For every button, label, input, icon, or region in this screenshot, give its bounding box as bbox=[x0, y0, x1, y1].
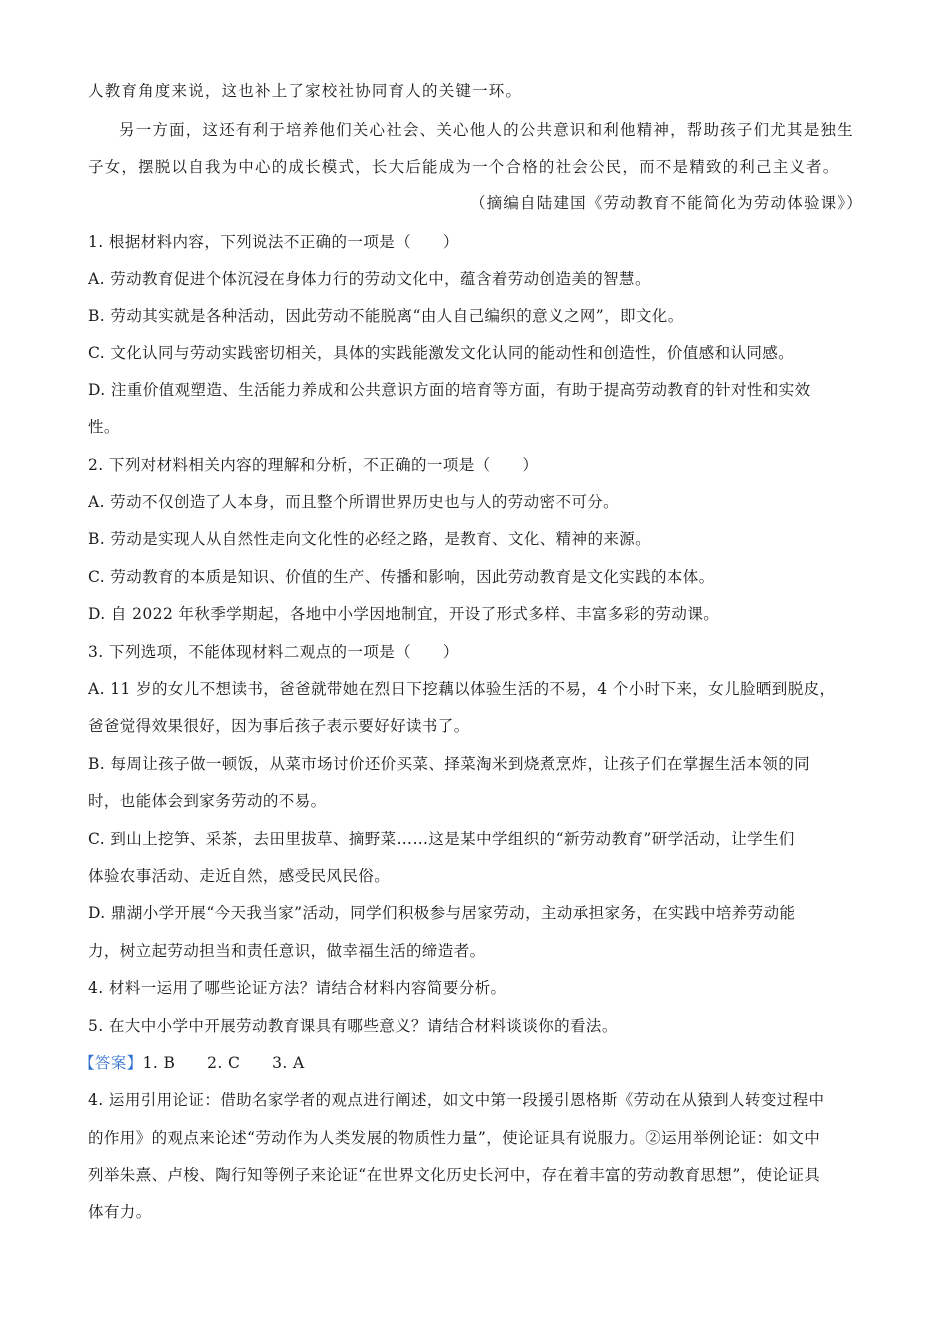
question-3-option-c-cont: 体验农事活动、走近自然，感受民风民俗。 bbox=[88, 867, 391, 885]
question-1-option-a: A. 劳动教育促进个体沉浸在身体力行的劳动文化中，蕴含着劳动创造美的智慧。 bbox=[88, 270, 651, 288]
question-2-stem: 2. 下列对材料相关内容的理解和分析，不正确的一项是（ ） bbox=[88, 456, 539, 474]
question-3-option-b-cont: 时，也能体会到家务劳动的不易。 bbox=[88, 792, 327, 810]
passage-source: （摘编自陆建国《劳动教育不能简化为劳动体验课》） bbox=[469, 194, 863, 212]
question-3-option-a-cont: 爸爸觉得效果很好，因为事后孩子表示要好好读书了。 bbox=[88, 717, 470, 735]
question-2-option-c: C. 劳动教育的本质是知识、价值的生产、传播和影响，因此劳动教育是文化实践的本体。 bbox=[88, 568, 715, 586]
answer-line bbox=[79, 1052, 854, 1074]
question-3-option-a: A. 11 岁的女儿不想读书，爸爸就带她在烈日下挖藕以体验生活的不易，4 个小时下来，女儿脸晒到脱皮， bbox=[88, 680, 836, 698]
question-2-option-b: B. 劳动是实现人从自然性走向文化性的必经之路，是教育、文化、精神的来源。 bbox=[88, 530, 652, 548]
answer-4-line: 4. 运用引用论证：借助名家学者的观点进行阐述，如文中第一段援引恩格斯《劳动在从猿到人转变过程中 bbox=[88, 1091, 825, 1109]
question-3-option-b: B. 每周让孩子做一顿饭，从菜市场讨价还价买菜、择菜淘米到烧煮烹炸，让孩子们在掌握生活本领的同 bbox=[88, 755, 811, 773]
question-3-stem: 3. 下列选项，不能体现材料二观点的一项是（ ） bbox=[88, 643, 459, 661]
passage-line: 人教育角度来说，这也补上了家校社协同育人的关键一环。 bbox=[88, 82, 523, 100]
question-1-stem: 1. 根据材料内容，下列说法不正确的一项是（ ） bbox=[88, 233, 459, 251]
answer-choices: 1. B 2. C 3. A bbox=[142, 1054, 305, 1072]
question-2-option-d: D. 自 2022 年秋季学期起，各地中小学因地制宜，开设了形式多样、丰富多彩的劳动课。 bbox=[88, 605, 720, 623]
question-3-option-c: C. 到山上挖笋、采茶，去田里拔草、摘野菜……这是某中学组织的“新劳动教育”研学活动，让学生们 bbox=[88, 830, 795, 848]
question-1-option-d: D. 注重价值观塑造、生活能力养成和公共意识方面的培育等方面，有助于提高劳动教育的针对性和实效 bbox=[88, 381, 811, 399]
question-3-option-d-cont: 力，树立起劳动担当和责任意识，做幸福生活的缔造者。 bbox=[88, 942, 486, 960]
answer-4-line: 的作用》的观点来论述“劳动作为人类发展的物质性力量”，使论证具有说服力。②运用举例论证：如文中 bbox=[88, 1129, 821, 1147]
passage-line: 另一方面，这还有利于培养他们关心社会、关心他人的公共意识和利他精神，帮助孩子们尤其是独生 bbox=[119, 121, 854, 139]
passage-line: 子女，摆脱以自我为中心的成长模式，长大后能成为一个合格的社会公民，而不是精致的利己主义者。 bbox=[88, 158, 840, 176]
question-2-option-a: A. 劳动不仅创造了人本身，而且整个所谓世界历史也与人的劳动密不可分。 bbox=[88, 493, 620, 511]
question-4-stem: 4. 材料一运用了哪些论证方法？请结合材料内容简要分析。 bbox=[88, 979, 507, 997]
question-3-option-d: D. 鼎湖小学开展“今天我当家”活动，同学们积极参与居家劳动，主动承担家务，在实践中培养劳动能 bbox=[88, 904, 796, 922]
question-5-stem: 5. 在大中小学中开展劳动教育课具有哪些意义？请结合材料谈谈你的看法。 bbox=[88, 1017, 618, 1035]
question-1-option-d-cont: 性。 bbox=[88, 418, 120, 436]
question-1-option-c: C. 文化认同与劳动实践密切相关，具体的实践能激发文化认同的能动性和创造性，价值感和认同感。 bbox=[88, 344, 795, 362]
question-1-option-b: B. 劳动其实就是各种活动，因此劳动不能脱离“由人自己编织的意义之网”，即文化。 bbox=[88, 307, 684, 325]
answer-4-line: 体有力。 bbox=[88, 1203, 152, 1221]
answer-tag: 【答案】 bbox=[79, 1054, 143, 1072]
answer-4-line: 列举朱熹、卢梭、陶行知等例子来论证“在世界文化历史长河中，存在着丰富的劳动教育思想”，使论证具 bbox=[88, 1166, 821, 1184]
